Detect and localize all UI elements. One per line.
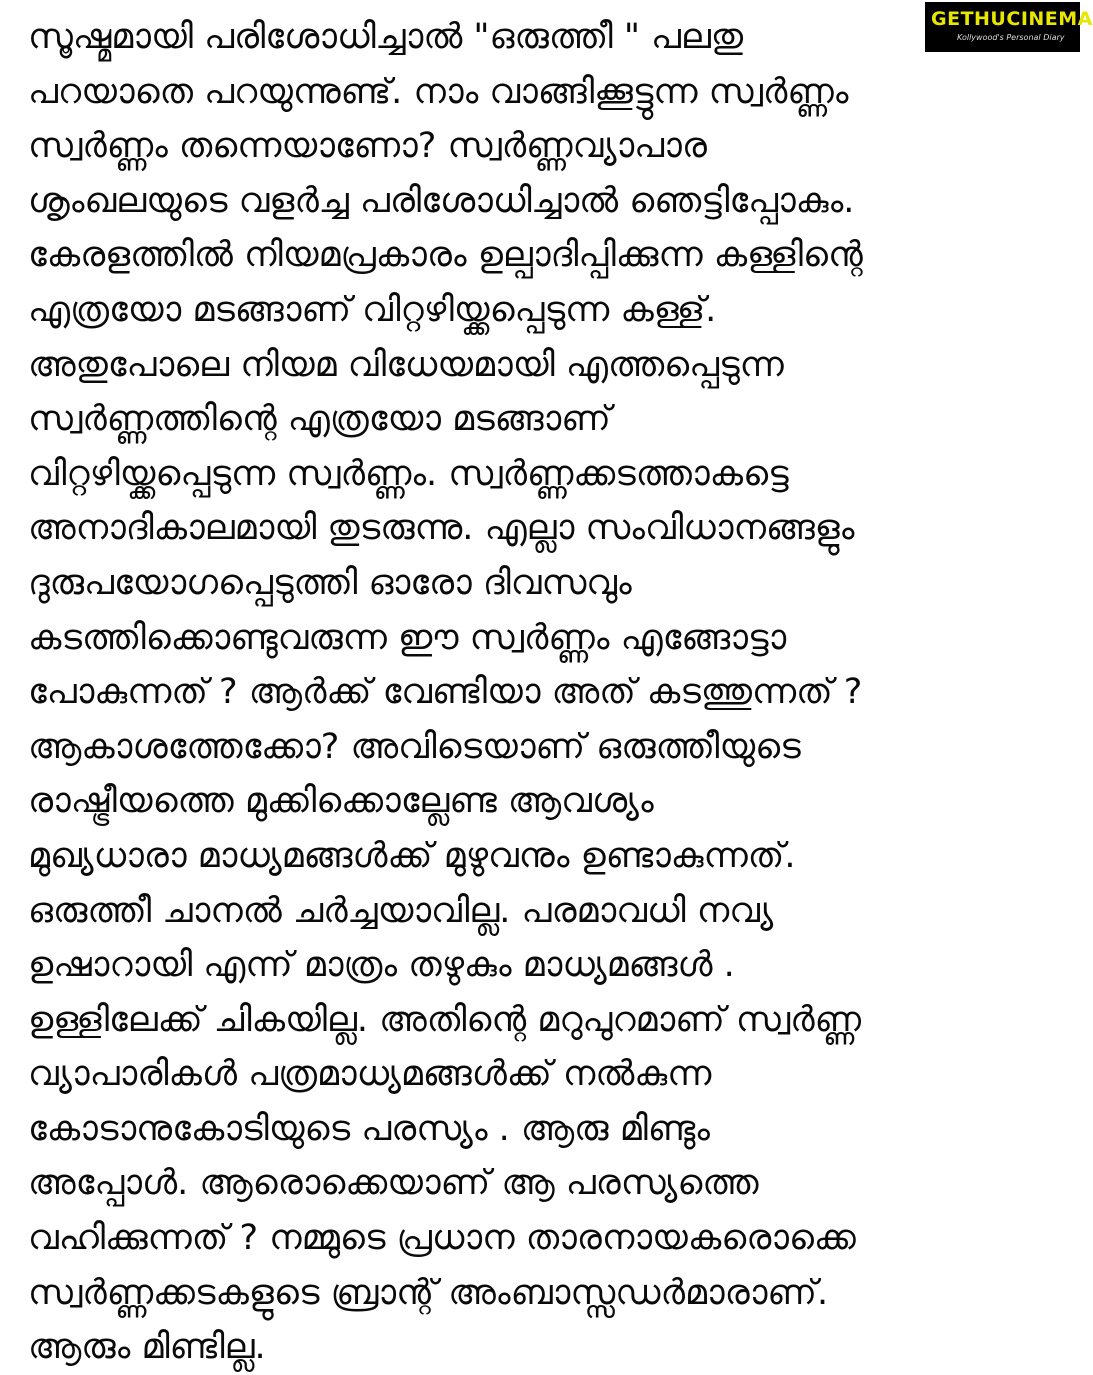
text-line-21: കോടാനുകോടിയുടെ പരസ്യം . ആരു മിണ്ടും (28, 1108, 710, 1149)
logo-wordmark-part2: CINEMA (1006, 8, 1093, 30)
text-line-1: സൂഷ്മമായി പരിശോധിച്ചാൽ "ഒരുത്തീ " പലതു (28, 17, 744, 57)
text-line-10: അനാദികാലമായി തുടരുന്നു. എല്ലാ സംവിധാനങ്ങളും (28, 508, 855, 549)
text-line-8: സ്വർണ്ണത്തിന്റെ എത്രയോ മടങ്ങാണ് (28, 399, 611, 440)
text-line-11: ദുരുപയോഗപ്പെടുത്തി ഓരോ ദിവസവും (28, 562, 632, 603)
text-line-16: മുഖ്യധാരാ മാധ്യമങ്ങൾക്ക് മുഴുവനും ഉണ്ടാകുന്നത്. (28, 835, 796, 876)
text-line-12: കടത്തിക്കൊണ്ടുവരുന്ന ഈ സ്വർണ്ണം എങ്ങോട്ടാ (28, 617, 787, 658)
text-line-24: സ്വർണ്ണക്കടകളുടെ ബ്രാന്റ് അംബാസ്സഡർമാരാണ്. (28, 1272, 829, 1313)
text-line-15: രാഷ്ട്രീയത്തെ മുക്കിക്കൊല്ലേണ്ട ആവശ്യം (28, 781, 654, 822)
malayalam-text-block (28, 10, 1068, 1375)
text-line-6: എത്രയോ മടങ്ങാണ് വിറ്റഴിയ്ക്കപ്പെടുന്ന കള്ള്. (28, 289, 717, 330)
text-line-25: ആരും മിണ്ടില്ല. (28, 1327, 266, 1368)
text-line-3: സ്വർണ്ണം തന്നെയാണോ? സ്വർണ്ണവ്യാപാര (28, 126, 707, 167)
text-line-5: കേരളത്തിൽ നിയമപ്രകാരം ഉല്പാദിപ്പിക്കുന്ന കള്ളിന്റെ (28, 235, 863, 276)
text-line-7: അതുപോലെ നിയമ വിധേയമായി എത്തപ്പെടുന്ന (28, 344, 784, 385)
text-line-4: ശൃംഖലയുടെ വളർച്ച പരിശോധിച്ചാൽ ഞെട്ടിപ്പോകും. (28, 180, 855, 221)
logo-wordmark (931, 6, 1093, 32)
text-line-9: വിറ്റഴിയ്ക്കപ്പെടുന്ന സ്വർണ്ണം. സ്വർണ്ണക്കടത്താകട്ടെ (28, 453, 789, 494)
logo-tagline: Kollywood's Personal Diary (957, 33, 1065, 42)
text-line-23: വഹിക്കുന്നത് ? നമ്മുടെ പ്രധാന താരനായകരൊക്കെ (28, 1218, 856, 1259)
text-line-20: വ്യാപാരികൾ പത്രമാധ്യമങ്ങൾക്ക് നൽകുന്ന (28, 1054, 712, 1095)
text-line-13: പോകുന്നത് ? ആർക്ക് വേണ്ടിയാ അത് കടത്തുന്നത് ? (28, 672, 863, 713)
text-line-22: അപ്പോൾ. ആരൊക്കെയാണ് ആ പരസ്യത്തെ (28, 1163, 759, 1204)
text-line-14: ആകാശത്തേക്കോ? അവിടെയാണ് ഒരുത്തീയുടെ (28, 726, 801, 767)
gethucinema-watermark-logo (925, 2, 1093, 52)
text-line-18: ഉഷാറായി എന്ന് മാത്രം തഴുകും മാധ്യമങ്ങൾ . (28, 945, 735, 986)
text-line-17: ഒരുത്തീ ചാനൽ ചർച്ചയാവില്ല. പരമാവധി നവ്യ (28, 890, 774, 931)
logo-wordmark-part1: GETHU (931, 8, 1007, 30)
text-line-19: ഉള്ളിലേക്ക് ചികയില്ല. അതിന്റെ മറുപുറമാണ് സ്വർണ്ണ (28, 999, 862, 1040)
text-line-2: പറയാതെ പറയുന്നുണ്ട്. നാം വാങ്ങിക്കൂട്ടുന്ന സ്വർണ്ണം (28, 71, 849, 112)
